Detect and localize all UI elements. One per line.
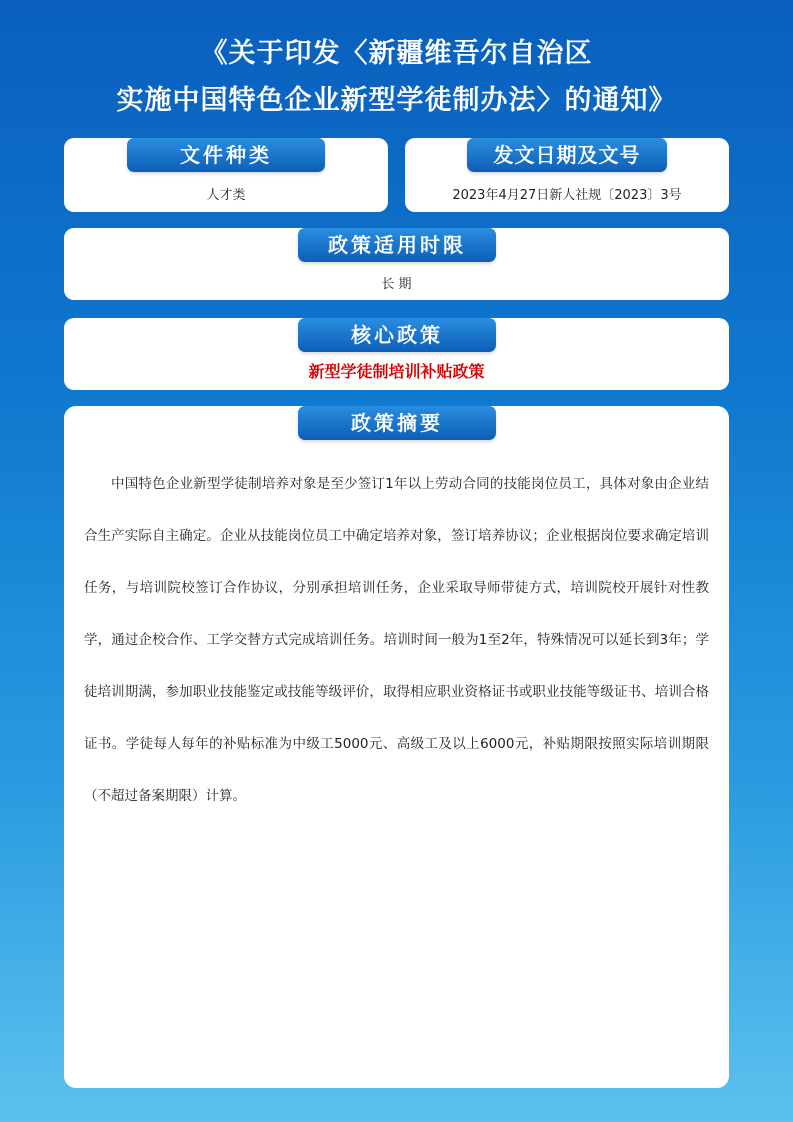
core-policy-value: 新型学徒制培训补贴政策	[308, 362, 485, 381]
file-type-value: 人才类	[206, 188, 246, 203]
summary-label: 政策摘要	[298, 406, 496, 440]
title-line-2: 实施中国特色企业新型学徒制办法〉的通知》	[116, 85, 677, 116]
core-policy-label: 核心政策	[298, 318, 496, 352]
summary-card	[64, 406, 729, 1088]
issue-info-label: 发文日期及文号	[467, 138, 667, 172]
document-title	[0, 30, 793, 124]
validity-value: 长 期	[381, 277, 412, 292]
title-line-1: 《关于印发〈新疆维吾尔自治区	[200, 38, 593, 69]
file-type-card	[64, 138, 388, 212]
issue-info-value: 2023年4月27日新人社规〔2023〕3号	[452, 188, 682, 203]
validity-label: 政策适用时限	[298, 228, 496, 262]
validity-card	[64, 228, 729, 300]
issue-info-card	[405, 138, 729, 212]
summary-text: 中国特色企业新型学徒制培养对象是至少签订1年以上劳动合同的技能岗位员工，具体对象由企业结合生产实际自主确定。企业从技能岗位员工中确定培养对象，签订培养协议；企业根据岗位要求确定培训任务，与培训院校签订合作协议，分别承担培训任务，企业采取导师带徒方式，培训院校开展针对性教学，通过企校合作、工学交替方式完成培训任务。培训时间一般为1至2年，特殊情况可以延长到3年；学徒培训期满，参加职业技能鉴定或技能等级评价，取得相应职业资格证书或职业技能等级证书、培训合格证书。学徒每人每年的补贴标准为中级工5000元、高级工及以上6000元，补贴期限按照实际培训期限（不超过备案期限）计算。	[84, 476, 709, 804]
file-type-label: 文件种类	[127, 138, 325, 172]
core-policy-card	[64, 318, 729, 390]
